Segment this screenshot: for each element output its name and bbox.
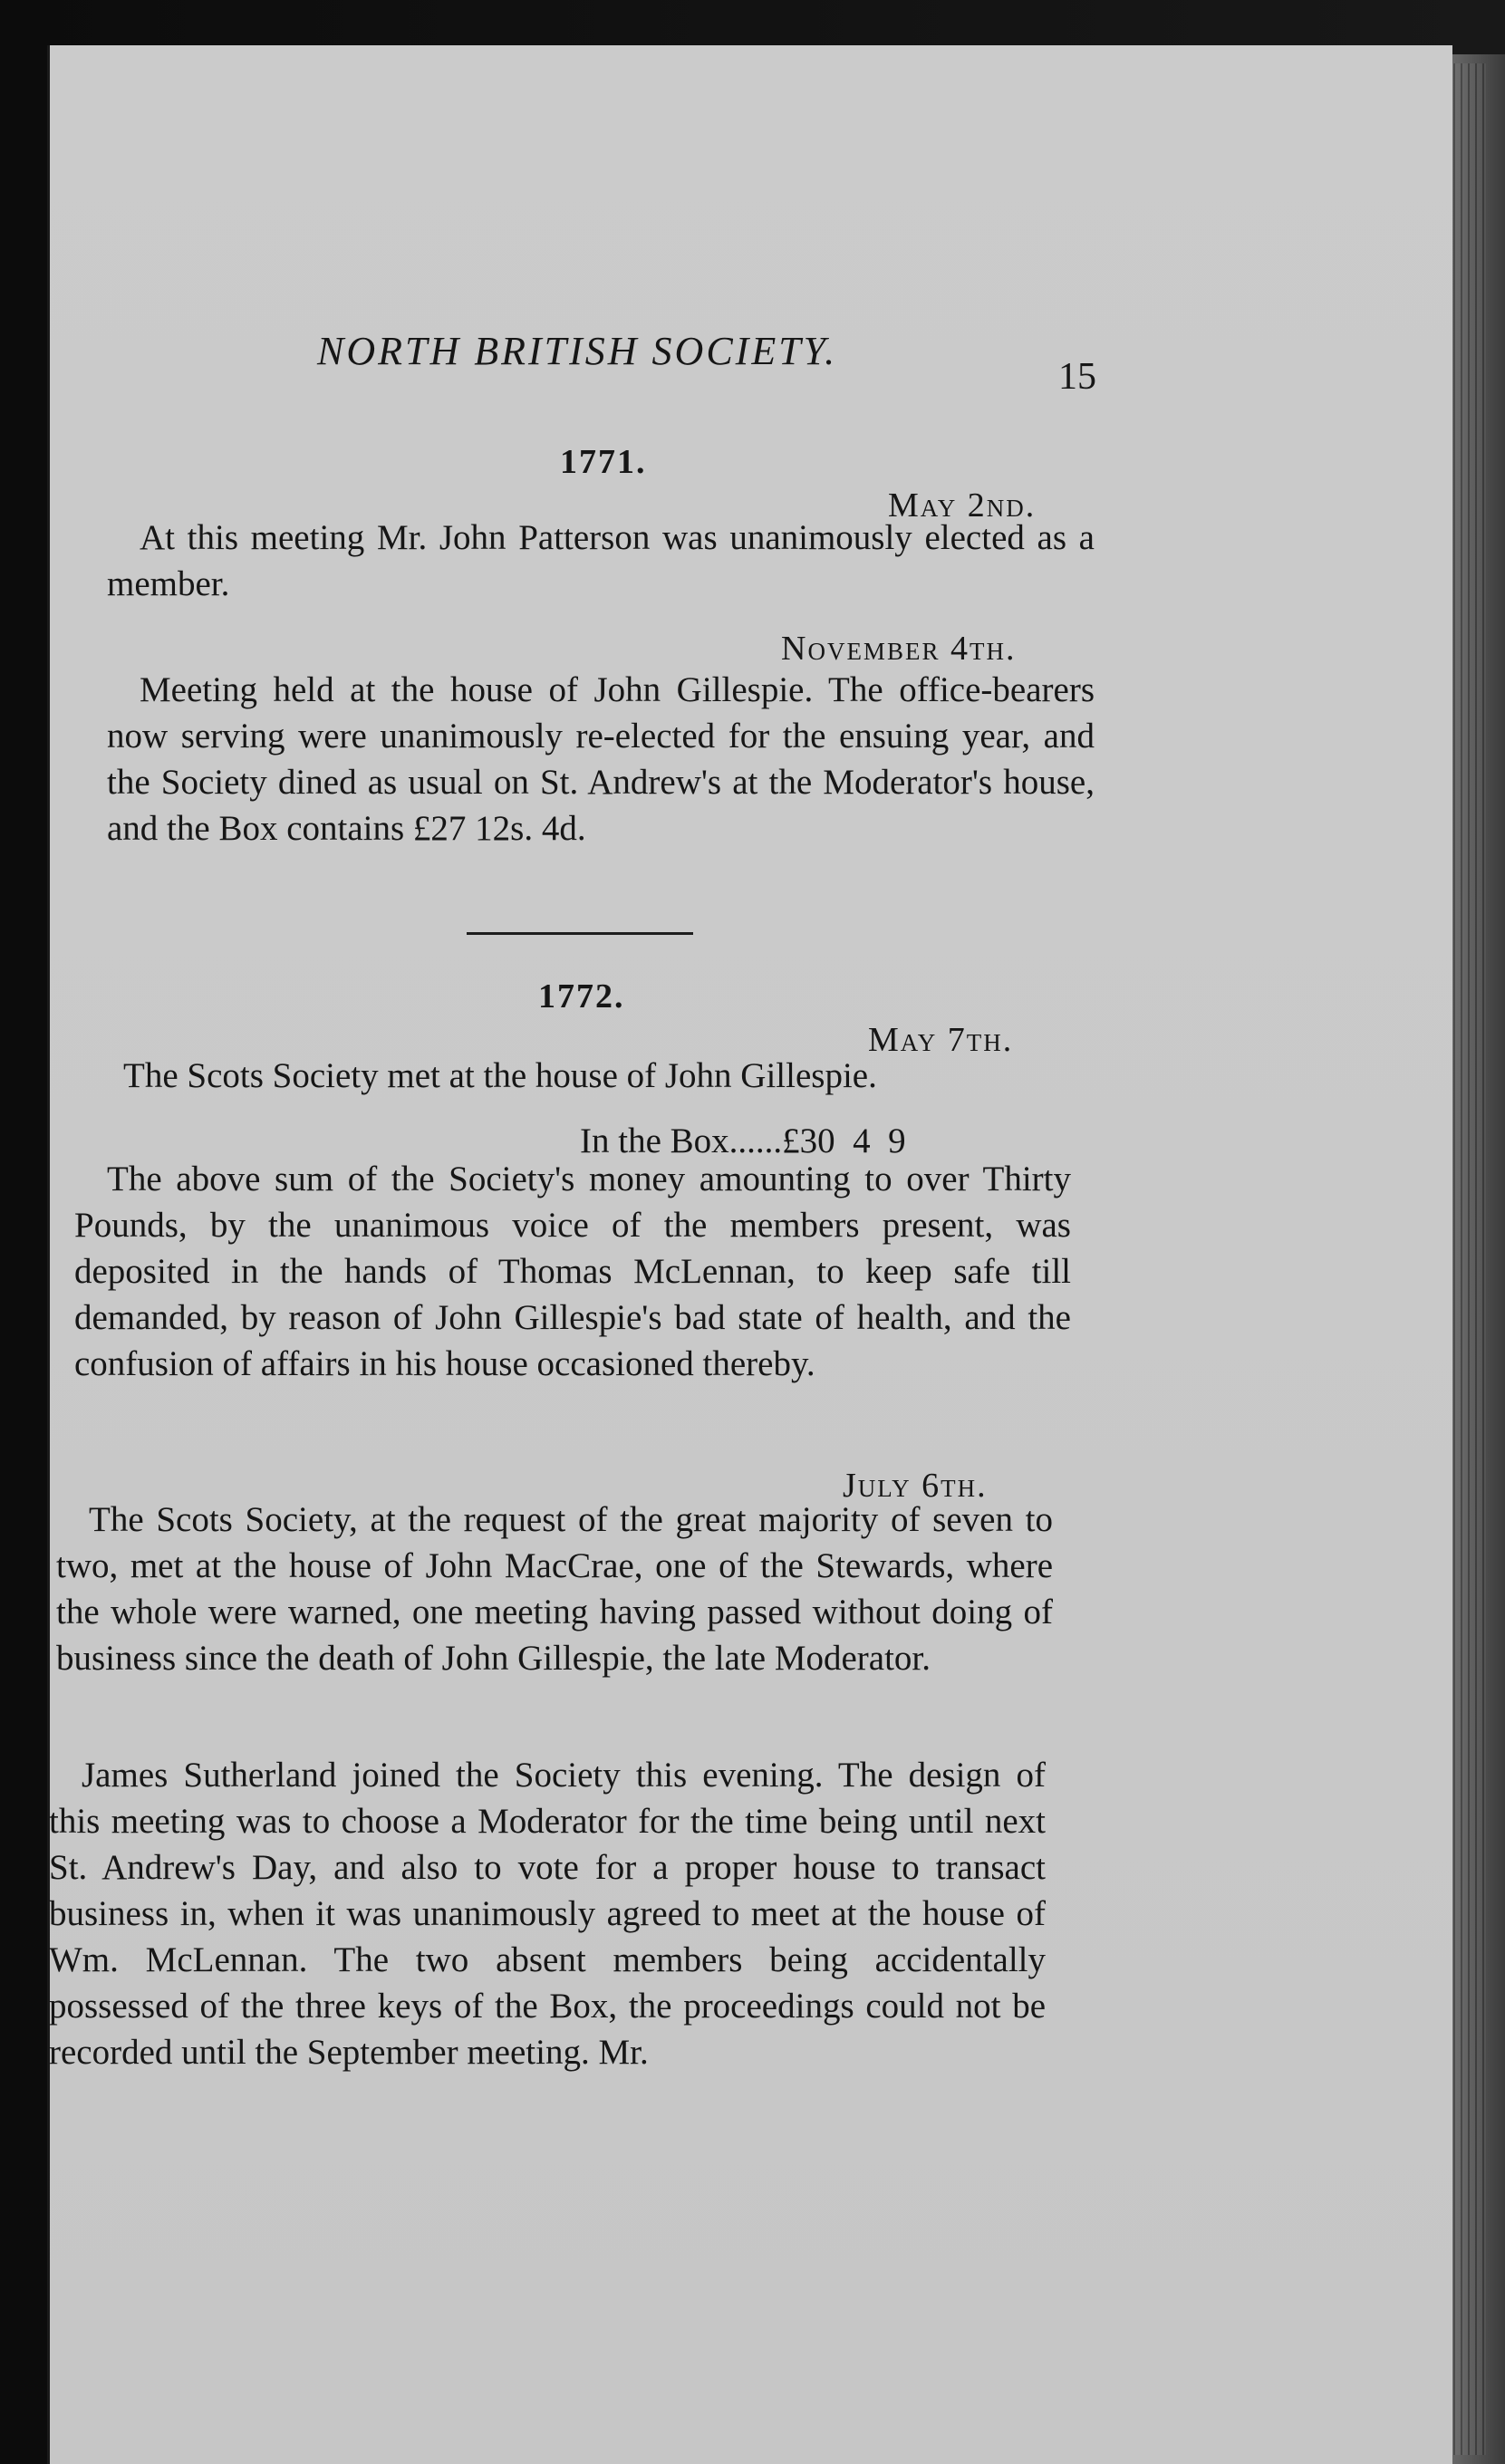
entry-date: May 2nd. (888, 486, 1037, 525)
entry-paragraph: At this meeting Mr. John Patterson was unanimously elected as a member. (107, 518, 1095, 603)
box-amount-line: In the Box......£30 4 9 (580, 1121, 906, 1160)
entry-paragraph: The above sum of the Society's money amounting to over Thirty Pounds, by the unanimous voice of the members present, was deposited in the hands of Thomas McLennan, to keep safe till demanded, by reason of John Gillespie's bad state of health, and the confusion of affairs in his house occasioned thereby. (74, 1160, 1071, 1383)
entry-paragraph: Meeting held at the house of John Gillespie. The office-bearers now serving were unanimously re-elected for the ensuing year, and the Society dined as usual on St. Andrew's at the Moderator's house, and the Box contains £27 12s. 4d. (107, 670, 1095, 848)
year-heading-1771: 1771. (560, 443, 647, 481)
entry-date: July 6th. (843, 1467, 988, 1505)
section-divider (467, 932, 693, 935)
entry-intro: The Scots Society met at the house of John Gillespie. (123, 1056, 877, 1095)
entry-date: May 7th. (868, 1021, 1014, 1059)
entry-date: November 4th. (781, 630, 1017, 668)
entry-paragraph: James Sutherland joined the Society this evening. The design of this meeting was to choose a Moderator for the time being until next St. Andrew's Day, and also to vote for a proper house to transact business in, when it was unanimously agreed to meet at the house of Wm. McLennan. The two absent members being accidentally possessed of the three keys of the Box, the proceedings could not be recorded until the September meeting. Mr. (49, 1756, 1046, 2072)
running-head: NORTH BRITISH SOCIETY. (317, 329, 838, 373)
page-number: 15 (1058, 356, 1096, 398)
entry-paragraph: The Scots Society, at the request of the great majority of seven to two, met at the house of John MacCrae, one of the Stewards, where the whole were warned, one meeting having passed without doing of business since the death of John Gillespie, the late Moderator. (56, 1500, 1053, 1678)
year-heading-1772: 1772. (538, 977, 625, 1015)
